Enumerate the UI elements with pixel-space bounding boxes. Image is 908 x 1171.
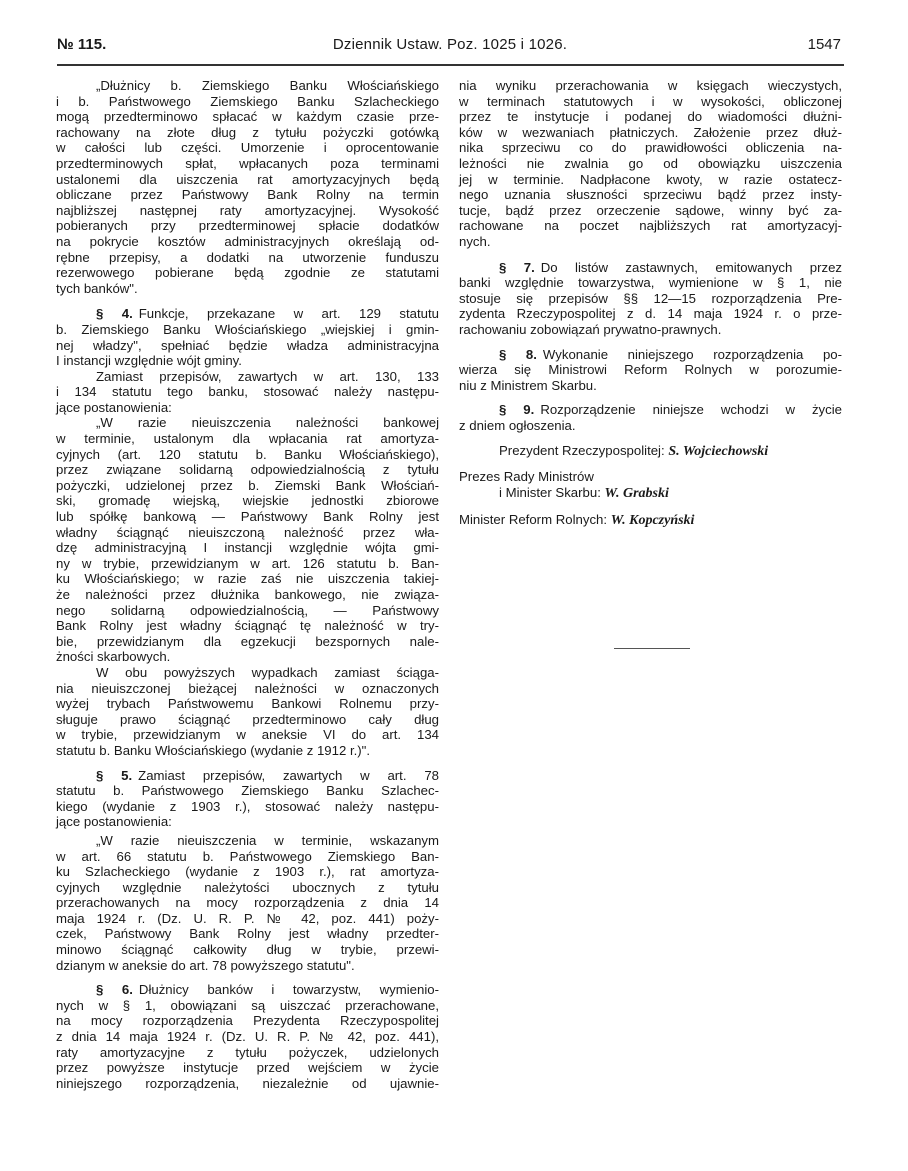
text-line [459, 402, 842, 418]
text-line: żności skarbowych. [56, 649, 171, 665]
text-line: rezerwowego pobierane będą zgodnie ze statutami [56, 265, 439, 281]
text-line: sługuje prawo ściągnąć przedterminowo cały dług [56, 711, 439, 727]
signature-name: S. Wojciechowski [668, 444, 769, 460]
signature-minister [459, 512, 842, 529]
signatures [459, 443, 842, 528]
header-rule [57, 64, 844, 66]
signature-label: Prezydent Rzeczypospolitej: [499, 443, 665, 459]
text-line: z dniem ogłoszenia. [459, 417, 576, 433]
text-line: nych. [459, 233, 491, 249]
page-number: 1547 [807, 36, 841, 53]
text-line: dzę administracyjną I instancji względnie wójta gmi- [56, 540, 439, 556]
text-line: pożyczki, udzielonej przez b. Ziemski Bank Włościań- [56, 477, 439, 493]
text-line: Bank Rolny jest władny ściągnąć tę należność w try- [56, 618, 439, 634]
text-line: maja 1924 r. (Dz. U. R. P. № 42, poz. 441) poży- [56, 910, 439, 926]
text-line: ku Szlacheckiego (wydanie z 1903 r.), rat amortyza- [56, 864, 439, 880]
text-line: nej władzy", spełniać będzie władza administracyjna [56, 337, 439, 353]
text-line: jące postanowienia: [56, 399, 172, 415]
text-line: że należności przez dłużnika bankowego, nie związa- [56, 587, 439, 602]
text-line: ustalonemi dla uiszczenia rat amortyzacyjnych będą [56, 171, 439, 187]
section-paragraph [56, 768, 439, 830]
text-line: ków w wezwaniach płatniczych. Założenie przez dłuż- [459, 124, 842, 140]
line-text: Rozporządzenie niniejsze wchodzi w życie [540, 402, 843, 418]
page-header [57, 36, 843, 58]
text-line: statutu b. Państwowego Ziemskiego Banku Szlachec- [56, 783, 439, 799]
text-line: „Dłużnicy b. Ziemskiego Banku Włościańskiego [96, 78, 439, 93]
text-line: i 134 statutu tego banku, stosować należy następu- [56, 384, 439, 400]
section-paragraph [56, 982, 439, 1091]
text-line: „W razie nieuiszczenia w terminie, wskazanym [96, 832, 439, 848]
text-line: i b. Państwowego Ziemskiego Banku Szlacheckiego [56, 93, 439, 109]
section-paragraph [56, 306, 439, 368]
section-number: § 5. [96, 767, 133, 783]
line-text: Wykonanie niniejszego rozporządzenia po- [542, 346, 842, 362]
signature-label: i Minister Skarbu: [499, 484, 601, 500]
text-line: raty amortyzacyjne z tytułu pożyczek, udzielonych [56, 1044, 439, 1060]
signature-premier [459, 485, 842, 502]
text-line: nego uznania słuszności sprzeciwu bądź przez insty- [459, 187, 842, 203]
text-line: w trybie, przewidzianym w aneksie VI do art. 134 [56, 727, 439, 743]
text-line [56, 768, 439, 784]
text-line: tych banków". [56, 280, 138, 296]
text-line: W obu powyższych wypadkach zamiast ściąga- [96, 664, 439, 680]
line-text: Funkcje, przekazane w art. 129 statutu [138, 306, 439, 322]
text-line: mogą przedterminowo spłacać w każdym czasie prze- [56, 109, 439, 125]
section-paragraph [459, 347, 842, 394]
text-line: na pokrycie kosztów administracyjnych określają od- [56, 233, 439, 249]
text-line: władny ściągnąć nieuiszczoną należność przez wła- [56, 524, 439, 540]
text-line: przerachowanych na mocy rozporządzenia z dnia 14 [56, 895, 439, 911]
issue-number: № 115. [57, 36, 107, 53]
text-line: ski, gromadę wiejską, wiejskie jednostki zbiorowe [56, 493, 439, 509]
text-line: b. Ziemskiego Banku Włościańskiego „wiejskiej i gmin- [56, 321, 439, 337]
text-line: nego solidarną odpowiedzialnością, — Państwowy [56, 602, 439, 618]
paragraph [56, 78, 439, 296]
signature-premier-label: Prezes Rady Ministrów [459, 469, 594, 485]
line-text: Do listów zastawnych, emitowanych przez [540, 259, 842, 275]
text-line: ku Włościańskiego; w razie zaś nie uiszczenia takiej- [56, 571, 439, 587]
section-number: § 6. [96, 982, 133, 998]
text-line: tucje, bądź przez orzeczenie sądowe, winny być za- [459, 202, 842, 218]
text-line: w art. 66 statutu b. Państwowego Ziemskiego Ban- [56, 848, 439, 864]
text-line: rębne przepisy, a dodatki na utworzenie funduszu [56, 249, 439, 265]
text-line: jej w terminie. Nadpłacone kwoty, w razie ostatecz- [459, 171, 842, 187]
end-rule [614, 648, 690, 649]
text-line: w terminie, ustalonym dla wpłacania rat amortyza- [56, 431, 439, 447]
text-line: pobieranych przy przedterminowej spłacie dodatków [56, 218, 439, 234]
text-line: przez związane solidarną odpowiedzialnością z tytułu [56, 462, 439, 478]
text-line: najbliższej następnej raty amortyzacyjnej. Wysokość [56, 202, 439, 218]
section-number: § 8. [499, 346, 537, 362]
text-line: Zamiast przepisów, zawartych w art. 130, 133 [96, 368, 439, 384]
section-number: § 9. [499, 402, 535, 418]
text-line: obliczane przez Państwowy Bank Rolny na termin [56, 187, 439, 203]
paragraph [56, 415, 439, 665]
signature-president [459, 443, 842, 460]
text-line: nika sprzeciwu co do prawidłowości obliczenia na- [459, 140, 842, 156]
text-line [56, 982, 439, 998]
text-line: banki względnie towarzystwa, wymienione w § 1, nie [459, 275, 842, 291]
text-line: lub spółkę bankową — Państwowy Bank Rolny jest [56, 509, 439, 525]
signature-name: W. Kopczyński [610, 513, 695, 529]
section-number: § 4. [96, 306, 133, 322]
text-line: w terminach statutowych i w wysokości, obliczonej [459, 93, 842, 109]
text-line: statutu b. Banku Włościańskiego (wydanie z 1912 r.)". [56, 742, 371, 758]
text-line: „W razie nieuiszczenia należności bankowej [96, 415, 439, 431]
text-line: rachowane na poczet najbliższych rat amortyzacyj- [459, 218, 842, 234]
text-line: w całości lub części. Umorzenie i oprocentowanie [56, 140, 439, 156]
text-line: cyjnych względnie należytości ubocznych z tytułu [56, 879, 439, 895]
signature-name: W. Grabski [604, 485, 669, 501]
text-line [459, 260, 842, 276]
text-line: bie, przewidzianym dla egzekucji bezspornych nale- [56, 633, 439, 649]
paragraph [459, 78, 842, 250]
text-line: kiego (wydanie z 1903 r.), stosować należy następu- [56, 798, 439, 814]
text-line: rachowaniu zobowiązań prywatno-prawnych. [459, 321, 722, 337]
text-line: wyżej trybach Państwowemu Bankowi Rolnemu przy- [56, 696, 439, 712]
text-line: przez powyższe instytucje przed wejściem w życie [56, 1060, 439, 1076]
text-line: cyjnych (art. 120 statutu b. Banku Włościańskiego), [56, 446, 439, 462]
text-line: leżności nie zwalnia go od obowiązku uiszczenia [459, 155, 842, 171]
text-line: I instancji względnie wójt gminy. [56, 353, 242, 369]
text-line: niu z Ministrem Skarbu. [459, 377, 597, 393]
line-text: Zamiast przepisów, zawartych w art. 78 [138, 767, 439, 783]
text-line: nych w § 1, obowiązani są uiszczać przerachowane, [56, 997, 439, 1013]
text-line: niniejszego rozporządzenia, niezależnie od ujawnie- [56, 1075, 439, 1091]
text-line: ny w trybie, przewidzianym w art. 126 statutu b. Ban- [56, 555, 439, 571]
text-line: rachowany na złote dług z tytułu pożyczki gotówką [56, 124, 439, 140]
journal-title: Dziennik Ustaw. Poz. 1025 i 1026. [332, 36, 568, 53]
signature-label: Minister Reform Rolnych: [459, 512, 608, 528]
text-line: czek, Państwowy Bank Rolny jest władny przedter- [56, 926, 439, 942]
text-line: zydenta Rzeczypospolitej z d. 14 maja 1924 r. o prze- [459, 306, 842, 322]
line-text: Dłużnicy banków i towarzystw, wymienio- [138, 982, 439, 998]
section-number: § 7. [499, 259, 535, 275]
text-line: minowo ściągnąć całkowity dług w trybie, przewi- [56, 942, 439, 958]
left-column [56, 78, 439, 1091]
paragraph [56, 833, 439, 973]
text-line: nia nieuiszczonej bieżącej należności w oznaczonych [56, 680, 439, 696]
text-line [56, 306, 439, 322]
text-line: przez te instytucje i podanej do wiadomości dłużni- [459, 109, 842, 125]
text-line: z dnia 14 maja 1924 r. (Dz. U. R. P. № 42, poz. 441), [56, 1029, 439, 1045]
section-paragraph [459, 402, 842, 433]
text-line: stosuje się przepisów §§ 12—15 rozporządzenia Pre- [459, 290, 842, 306]
text-line: wierza się Ministrowi Reform Rolnych w porozumie- [459, 362, 842, 378]
text-line: na mocy rozporządzenia Prezydenta Rzeczypospolitej [56, 1013, 439, 1029]
text-line [459, 347, 842, 363]
text-line: przedterminowych spłat, wpłacanych poza terminami [56, 155, 439, 171]
text-line: jące postanowienia: [56, 814, 172, 830]
text-line: nia wyniku przerachowania w księgach wieczystych, [459, 78, 842, 93]
text-line: dzianym w aneksie do art. 78 powyższego statutu". [56, 957, 355, 973]
paragraph [56, 665, 439, 759]
section-paragraph [459, 260, 842, 338]
paragraph [56, 369, 439, 416]
right-column [459, 78, 842, 529]
